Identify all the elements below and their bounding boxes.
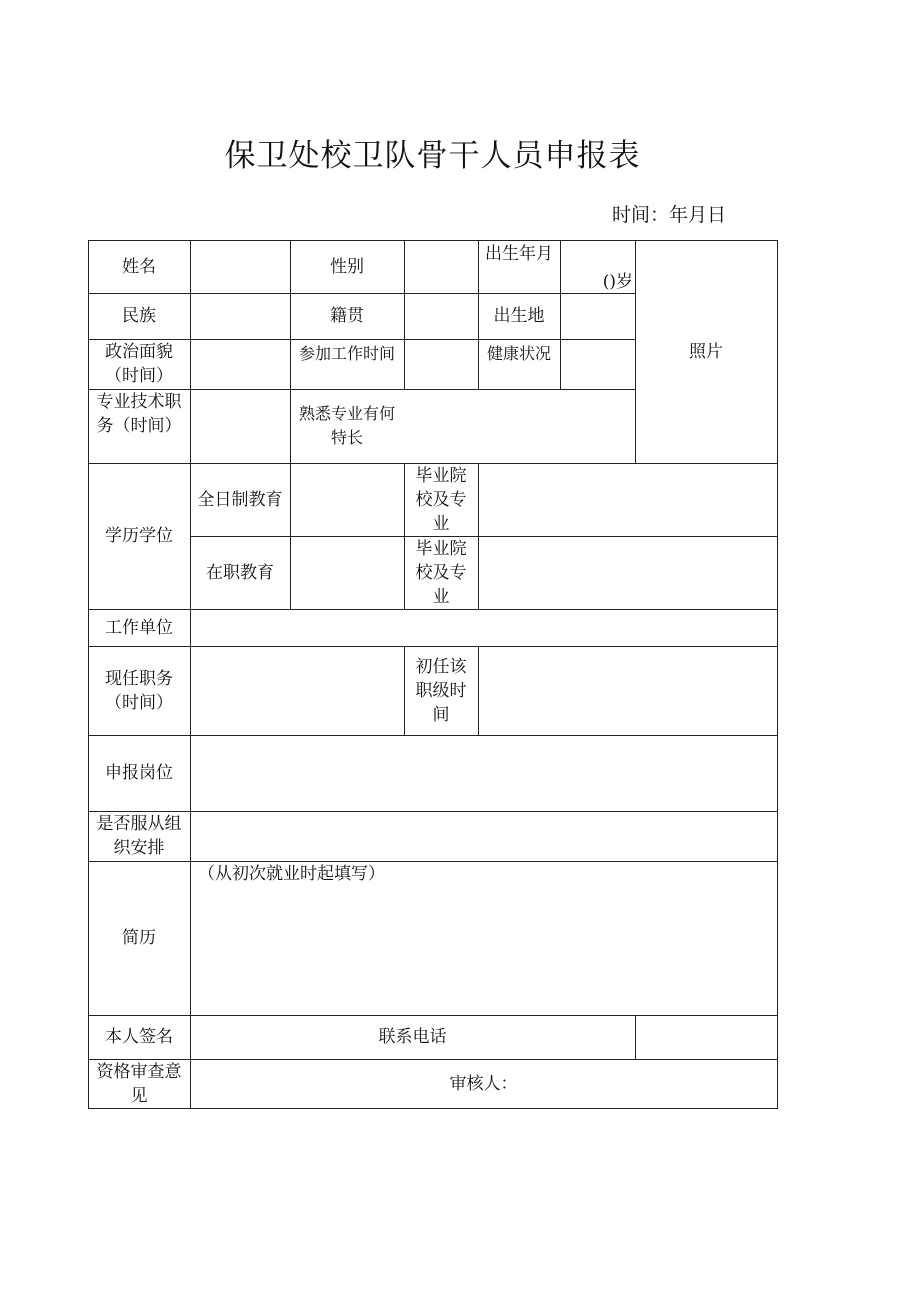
label-reviewer: 审核人： <box>449 1073 518 1094</box>
label-work-start: 参加工作时间 <box>298 344 395 363</box>
table-line <box>290 463 291 609</box>
table-line <box>478 463 479 609</box>
form-title: 保卫处校卫队骨干人员申报表 <box>224 138 641 174</box>
label-qualification-review: 资格审查意 见 <box>96 1061 182 1106</box>
label-name: 姓名 <box>122 256 156 277</box>
table-line <box>777 240 778 1109</box>
date-line: 时间：年月日 <box>612 204 727 226</box>
table-line <box>88 735 778 736</box>
label-signature: 本人签名 <box>105 1027 173 1047</box>
label-political-status: 政治面貌 （时间） <box>105 342 173 386</box>
label-graduate-school-1: 毕业院 校及专 业 <box>415 465 467 534</box>
label-ethnicity: 民族 <box>122 306 156 326</box>
label-resume: 简历 <box>122 928 156 948</box>
table-line <box>88 609 778 610</box>
label-graduate-school-2: 毕业院 校及专 业 <box>415 538 467 607</box>
label-inservice-education: 在职教育 <box>206 562 274 583</box>
label-native-place: 籍贯 <box>330 306 364 326</box>
label-fulltime-education: 全日制教育 <box>197 489 283 510</box>
table-line <box>635 1015 636 1059</box>
label-phone: 联系电话 <box>378 1027 447 1047</box>
table-line <box>88 1108 778 1109</box>
table-line <box>88 811 778 812</box>
label-age: ()岁 <box>602 272 633 292</box>
table-line <box>560 240 561 389</box>
label-current-post: 现任职务 （时间） <box>105 668 173 713</box>
label-tech-title: 专业技术职 务（时间） <box>96 392 182 436</box>
table-line <box>190 240 191 1109</box>
label-birthplace: 出生地 <box>493 306 545 326</box>
resume-hint: （从初次就业时起填写） <box>198 864 385 884</box>
table-line <box>404 240 405 389</box>
label-obey-arrangement: 是否服从组 织安排 <box>96 814 182 858</box>
label-specialty: 熟悉专业有何 特长 <box>298 404 395 447</box>
table-line <box>478 646 479 735</box>
label-birth-date: 出生年月 <box>485 244 553 264</box>
photo-area: 照片 <box>689 341 723 362</box>
label-gender: 性别 <box>330 256 364 277</box>
label-first-rank-time: 初任该 职级时 间 <box>415 656 467 725</box>
table-line <box>88 861 778 862</box>
label-apply-post: 申报岗位 <box>105 763 173 783</box>
label-education: 学历学位 <box>105 526 173 546</box>
label-work-unit: 工作单位 <box>105 617 173 638</box>
label-health: 健康状况 <box>486 344 551 363</box>
